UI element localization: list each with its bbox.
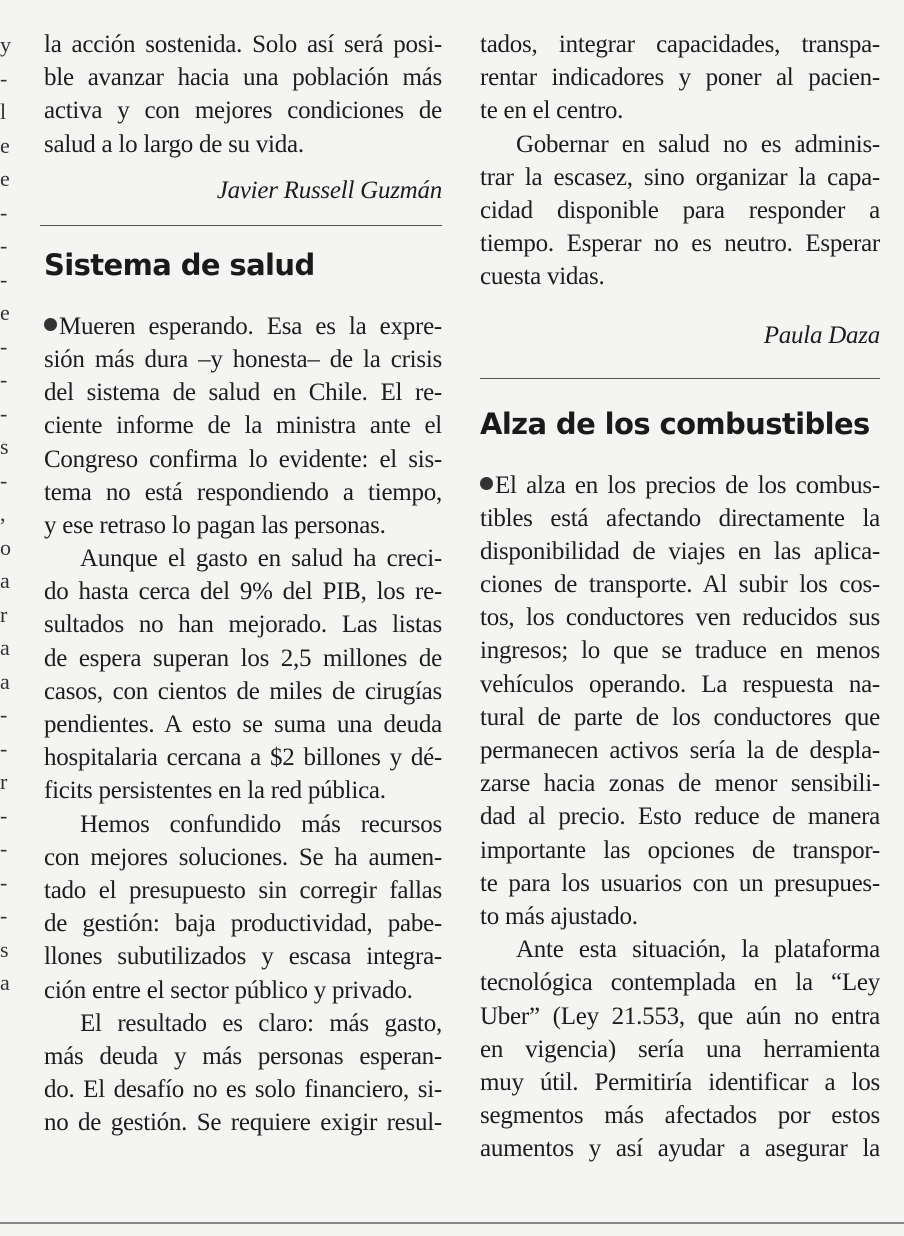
page-bottom-rule: [0, 1222, 904, 1224]
text-line: trar la escasez, sino organizar la capa-: [480, 163, 880, 191]
text-line: y ese retraso lo pagan las personas.: [44, 511, 386, 539]
text-line: disponibilidad de viajes en las aplica-: [480, 537, 880, 565]
text-line: del sistema de salud en Chile. El re-: [44, 379, 442, 407]
text-line: tibles está afectando directamente la: [480, 504, 880, 532]
text-line: tiempo. Esperar no es neutro. Esperar: [480, 230, 880, 258]
right-column: [480, 28, 880, 1165]
gutter-fragment: -: [0, 869, 8, 895]
text-line: sultados no han mejorado. Las listas: [44, 611, 442, 639]
letter-headline: Alza de los combustibles: [480, 406, 870, 441]
gutter-fragment: -: [0, 400, 8, 426]
gutter-fragment: e: [0, 166, 10, 191]
text-line: la acción sostenida. Solo así será posi-: [44, 31, 442, 58]
gutter-fragment: -: [0, 199, 8, 225]
text-line: zarse hacia zonas de menor sensibili-: [480, 770, 880, 798]
gutter-fragment: a: [0, 635, 10, 660]
text-line: Ante esta situación, la plataforma: [516, 936, 880, 964]
gutter-fragment: s: [0, 936, 9, 962]
gutter-fragment: -: [0, 735, 8, 761]
text-line: cidad disponible para responder a: [480, 196, 880, 224]
gutter-fragment: a: [0, 568, 10, 593]
gutter-fragment: -: [0, 333, 8, 359]
gutter-fragment: -: [0, 266, 8, 292]
section-divider: [480, 378, 880, 379]
text-line: ble avanzar hacia una población más: [44, 64, 442, 92]
text-line: El resultado es claro: más gasto,: [80, 1009, 442, 1037]
text-line: Mueren esperando. Esa es la expre-: [44, 310, 442, 343]
text-line: te para los usuarios con un presupues-: [480, 869, 880, 897]
text-line: to más ajustado.: [480, 902, 638, 930]
text-line: aumentos y así ayudar a asegurar la: [480, 1135, 880, 1163]
letter-signature: Javier Russell Guzmán: [216, 176, 442, 204]
text-line: pendientes. A esto se suma una deuda: [44, 711, 442, 738]
text-line: cuesta vidas.: [480, 263, 605, 291]
letter-signature: Paula Daza: [763, 321, 880, 349]
text-line: importante las opciones de transpor-: [480, 836, 880, 864]
gutter-fragment: -: [0, 903, 8, 928]
text-line: no de gestión. Se requiere exigir resul-: [44, 1109, 442, 1137]
text-line: llones subutilizados y escasa integra-: [44, 943, 442, 971]
gutter-fragment: -: [0, 367, 8, 392]
gutter-fragment: o: [0, 534, 11, 560]
text-line: do. El desafío no es solo financiero, si-: [44, 1076, 442, 1104]
text-line: permanecen activos sería la de despla-: [480, 737, 880, 764]
text-line: más deuda y más personas esperan-: [44, 1042, 442, 1070]
text-line: Aunque el gasto en salud ha creci-: [80, 545, 442, 573]
text-line: Uber” (Ley 21.553, que aún no entra: [480, 1002, 880, 1030]
left-column: [44, 28, 442, 1139]
bullet-icon: [44, 318, 57, 331]
section-divider: [40, 225, 442, 226]
text-line: El alza en los precios de los combus-: [480, 469, 880, 502]
text-line: rentar indicadores y poner al pacien-: [480, 64, 880, 92]
text-line: con mejores soluciones. Se ha aumen-: [44, 843, 442, 871]
text-line: ciones de transporte. Al subir los cos-: [480, 571, 880, 599]
text-line: hospitalaria cercana a $2 billones y dé-: [44, 744, 442, 772]
text-line: tos, los conductores ven reducidos sus: [480, 604, 880, 632]
gutter-fragment: -: [0, 467, 8, 493]
gutter-fragment: y: [0, 32, 11, 57]
text-line: tural de parte de los conductores que: [480, 703, 880, 731]
gutter-fragment: e: [0, 300, 10, 325]
text-line: dad al precio. Esto reduce de manera: [480, 803, 880, 831]
text-line: de gestión: baja productividad, pabe-: [44, 910, 442, 938]
text-line: ción entre el sector público y privado.: [44, 976, 413, 1004]
gutter-fragment: l: [0, 99, 7, 124]
text-line: vehículos operando. La respuesta na-: [480, 670, 880, 698]
text-line: de espera superan los 2,5 millones de: [44, 644, 442, 672]
gutter-fragment: -: [0, 802, 8, 828]
text-line: sión más dura –y honesta– de la crisis: [44, 345, 442, 373]
text-line: muy útil. Permitiría identificar a los: [480, 1068, 880, 1096]
gutter-fragment: -: [0, 702, 8, 727]
letter-headline: Sistema de salud: [44, 248, 315, 283]
text-line: Congreso confirma lo evidente: el sis-: [44, 445, 442, 473]
headline-container: [480, 387, 880, 463]
text-line: tema no está respondiendo a tiempo,: [44, 478, 442, 506]
gutter-fragment: s: [0, 434, 9, 459]
text-line: salud a lo largo de su vida.: [44, 130, 304, 158]
text-line: tado el presupuesto sin corregir fallas: [44, 876, 442, 904]
text-line: casos, con cientos de miles de cirugías: [44, 677, 442, 705]
bullet-icon: [480, 477, 493, 490]
text-line: segmentos más afectados por estos: [480, 1102, 880, 1130]
text-line: ficits persistentes en la red pública.: [44, 777, 386, 805]
gutter-fragment: a: [0, 970, 10, 995]
text-line: do hasta cerca del 9% del PIB, los re-: [44, 578, 442, 606]
text-line: tados, integrar capacidades, transpa-: [480, 31, 880, 58]
text-line: ciente informe de la ministra ante el: [44, 412, 442, 440]
previous-column-fragments: [0, 28, 14, 1000]
gutter-fragment: ,: [0, 501, 6, 526]
headline-container: [44, 230, 442, 302]
gutter-fragment: -: [0, 233, 8, 258]
gutter-fragment: -: [0, 836, 8, 861]
text-line: Hemos confundido más recursos: [80, 810, 442, 838]
text-line: te en el centro.: [480, 97, 624, 125]
text-line: Gobernar en salud no es adminis-: [516, 130, 880, 158]
text-line: ingresos; lo que se traduce en menos: [480, 637, 880, 665]
text-line: tecnológica contemplada en la “Ley: [480, 969, 880, 997]
text-line: activa y con mejores condiciones de: [44, 97, 442, 125]
gutter-fragment: r: [0, 601, 8, 627]
gutter-fragment: r: [0, 769, 8, 794]
gutter-fragment: a: [0, 668, 10, 694]
gutter-fragment: -: [0, 65, 8, 91]
text-line: en vigencia) sería una herramienta: [480, 1035, 880, 1063]
gutter-fragment: e: [0, 132, 10, 158]
